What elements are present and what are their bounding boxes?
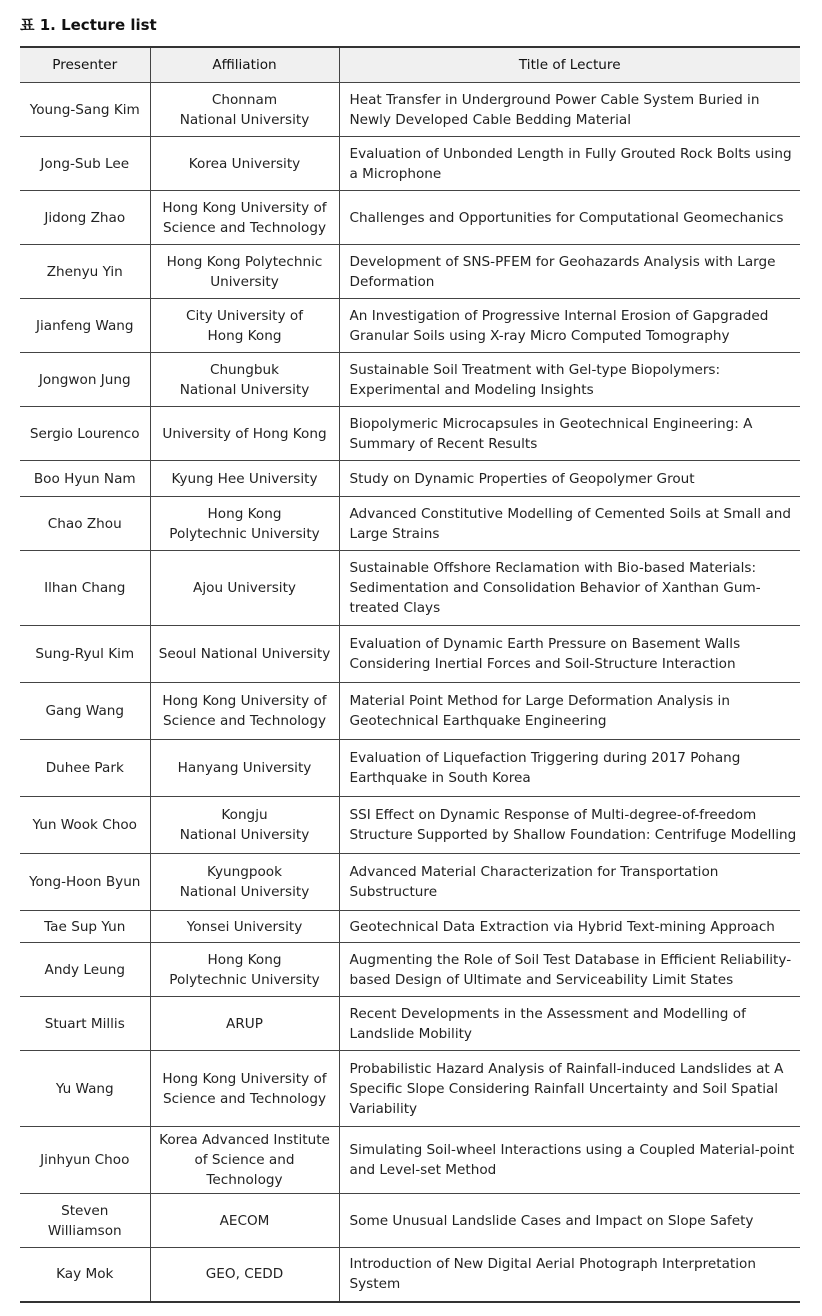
affiliation-line: Hong Kong [207,327,282,344]
affiliation-line: University of Hong Kong [162,425,327,442]
affiliation-line: Hong Kong University of [162,199,327,216]
presenter-cell: Stuart Millis [20,997,150,1051]
table-row [20,1248,800,1302]
title-cell: Simulating Soil-wheel Interactions using a Coupled Material-point and Level-set Method [339,1127,800,1194]
title-cell: Study on Dynamic Properties of Geopolymer Grout [339,461,800,497]
table-row [20,551,800,626]
table-row [20,854,800,911]
presenter-cell: Steven Williamson [20,1194,150,1248]
title-cell: Geotechnical Data Extraction via Hybrid Text-mining Approach [339,911,800,943]
table-row [20,245,800,299]
title-cell: Challenges and Opportunities for Computational Geomechanics [339,191,800,245]
affiliation-line: Hong Kong University of [162,693,327,709]
table-row [20,943,800,997]
affiliation-line: Hong Kong University of [162,1070,327,1087]
affiliation-cell [150,1051,339,1127]
affiliation-line: University [210,273,279,290]
table-row [20,626,800,683]
affiliation-line: Kongju [221,807,268,823]
affiliation-line: AECOM [219,1212,270,1229]
affiliation-line: Science and Technology [162,1090,327,1107]
affiliation-line: GEO, CEDD [205,1266,284,1283]
affiliation-line: Hong Kong Polytechnic [166,253,323,270]
affiliation-cell [150,911,339,943]
table-row [20,461,800,497]
title-cell: Probabilistic Hazard Analysis of Rainfall-induced Landslides at A Specific Slope Considering Rainfall Uncertainty and Soil Spatial Variability [339,1051,800,1127]
affiliation-line: ARUP [226,1015,263,1032]
title-cell: Sustainable Soil Treatment with Gel-type Biopolymers: Experimental and Modeling Insights [339,353,800,407]
presenter-cell: Jongwon Jung [20,353,150,407]
table-row [20,497,800,551]
title-cell: Development of SNS-PFEM for Geohazards Analysis with Large Deformation [339,245,800,299]
table-row [20,740,800,797]
affiliation-cell [150,1194,339,1248]
title-cell: An Investigation of Progressive Internal Erosion of Gapgraded Granular Soils using X-ray Micro Computed Tomography [339,299,800,353]
affiliation-line: Chonnam [211,91,278,108]
affiliation-cell [150,83,339,137]
title-cell: Evaluation of Unbonded Length in Fully Grouted Rock Bolts using a Microphone [339,137,800,191]
table-row [20,353,800,407]
affiliation-line: National University [179,827,310,843]
affiliation-cell [150,407,339,461]
title-cell: Augmenting the Role of Soil Test Database in Efficient Reliability-based Design of Ultimate and Serviceability Limit States [339,943,800,997]
presenter-cell: Zhenyu Yin [20,245,150,299]
affiliation-line: Hong Kong [207,951,282,968]
table-row [20,997,800,1051]
affiliation-line: Hong Kong [207,505,282,522]
presenter-cell: Yun Wook Choo [20,797,150,854]
affiliation-cell [150,191,339,245]
table-caption: 표 1. Lecture list [20,16,157,34]
table-row [20,1194,800,1248]
table-row [20,1127,800,1194]
affiliation-header: Affiliation [150,47,339,83]
table-row [20,1051,800,1127]
affiliation-line: City University of [186,307,303,324]
title-cell: SSI Effect on Dynamic Response of Multi-degree-of-freedom Structure Supported by Shallow Foundation: Centrifuge Modelling [339,797,800,854]
lecture-table [20,46,800,1303]
presenter-cell: Tae Sup Yun [20,911,150,943]
header-row [20,47,800,83]
table-row [20,299,800,353]
affiliation-cell [150,299,339,353]
affiliation-cell [150,245,339,299]
title-header: Title of Lecture [339,47,800,83]
presenter-cell: Sergio Lourenco [20,407,150,461]
affiliation-line: Korea Advanced Institute [159,1132,330,1148]
affiliation-line: Kyung Hee University [171,470,318,487]
affiliation-line: Science and Technology [162,219,327,236]
presenter-cell: Gang Wang [20,683,150,740]
affiliation-line: Korea University [188,155,301,172]
title-cell: Advanced Material Characterization for Transportation Substructure [339,854,800,911]
affiliation-line: Science and Technology [162,713,327,729]
title-cell: Evaluation of Dynamic Earth Pressure on Basement Walls Considering Inertial Forces and Soil-Structure Interaction [339,626,800,683]
affiliation-cell [150,740,339,797]
affiliation-line: National University [179,111,310,128]
affiliation-cell [150,997,339,1051]
presenter-cell: Jidong Zhao [20,191,150,245]
affiliation-line: Polytechnic University [169,525,320,542]
title-cell: Evaluation of Liquefaction Triggering during 2017 Pohang Earthquake in South Korea [339,740,800,797]
presenter-cell: Yong-Hoon Byun [20,854,150,911]
affiliation-line: Chungbuk [209,361,280,378]
affiliation-line: National University [179,381,310,398]
table-row [20,191,800,245]
presenter-cell: Jong-Sub Lee [20,137,150,191]
table-row [20,797,800,854]
presenter-cell: Andy Leung [20,943,150,997]
affiliation-cell [150,943,339,997]
affiliation-line: Kyungpook [207,864,282,880]
presenter-cell: Jianfeng Wang [20,299,150,353]
affiliation-line: Polytechnic University [169,971,320,988]
table-row [20,83,800,137]
title-cell: Heat Transfer in Underground Power Cable System Buried in Newly Developed Cable Bedding Material [339,83,800,137]
affiliation-cell [150,137,339,191]
affiliation-cell [150,497,339,551]
table-row [20,407,800,461]
title-cell: Some Unusual Landslide Cases and Impact on Slope Safety [339,1194,800,1248]
affiliation-line: of Science and Technology [194,1152,295,1188]
title-cell: Sustainable Offshore Reclamation with Bio-based Materials: Sedimentation and Consolidation Behavior of Xanthan Gum-treated Clays [339,551,800,626]
presenter-header: Presenter [20,47,150,83]
title-cell: Advanced Constitutive Modelling of Cemented Soils at Small and Large Strains [339,497,800,551]
affiliation-cell [150,1248,339,1302]
title-cell: Introduction of New Digital Aerial Photograph Interpretation System [339,1248,800,1302]
affiliation-line: Seoul National University [158,646,331,662]
affiliation-cell [150,854,339,911]
affiliation-line: Ajou University [193,580,296,596]
presenter-cell: Ilhan Chang [20,551,150,626]
affiliation-cell [150,626,339,683]
title-cell: Recent Developments in the Assessment and Modelling of Landslide Mobility [339,997,800,1051]
presenter-cell: Jinhyun Choo [20,1127,150,1194]
table-row [20,683,800,740]
title-cell: Biopolymeric Microcapsules in Geotechnical Engineering: A Summary of Recent Results [339,407,800,461]
table-row [20,911,800,943]
presenter-cell: Kay Mok [20,1248,150,1302]
affiliation-line: Yonsei University [186,918,303,935]
affiliation-cell [150,1127,339,1194]
presenter-cell: Duhee Park [20,740,150,797]
presenter-cell: Yu Wang [20,1051,150,1127]
affiliation-cell [150,353,339,407]
presenter-cell: Chao Zhou [20,497,150,551]
affiliation-cell [150,461,339,497]
presenter-cell: Sung-Ryul Kim [20,626,150,683]
affiliation-cell [150,551,339,626]
table-row [20,137,800,191]
affiliation-line: Hanyang University [177,760,312,776]
presenter-cell: Young-Sang Kim [20,83,150,137]
title-cell: Material Point Method for Large Deformation Analysis in Geotechnical Earthquake Engineering [339,683,800,740]
affiliation-cell [150,683,339,740]
affiliation-cell [150,797,339,854]
presenter-cell: Boo Hyun Nam [20,461,150,497]
affiliation-line: National University [179,884,310,900]
